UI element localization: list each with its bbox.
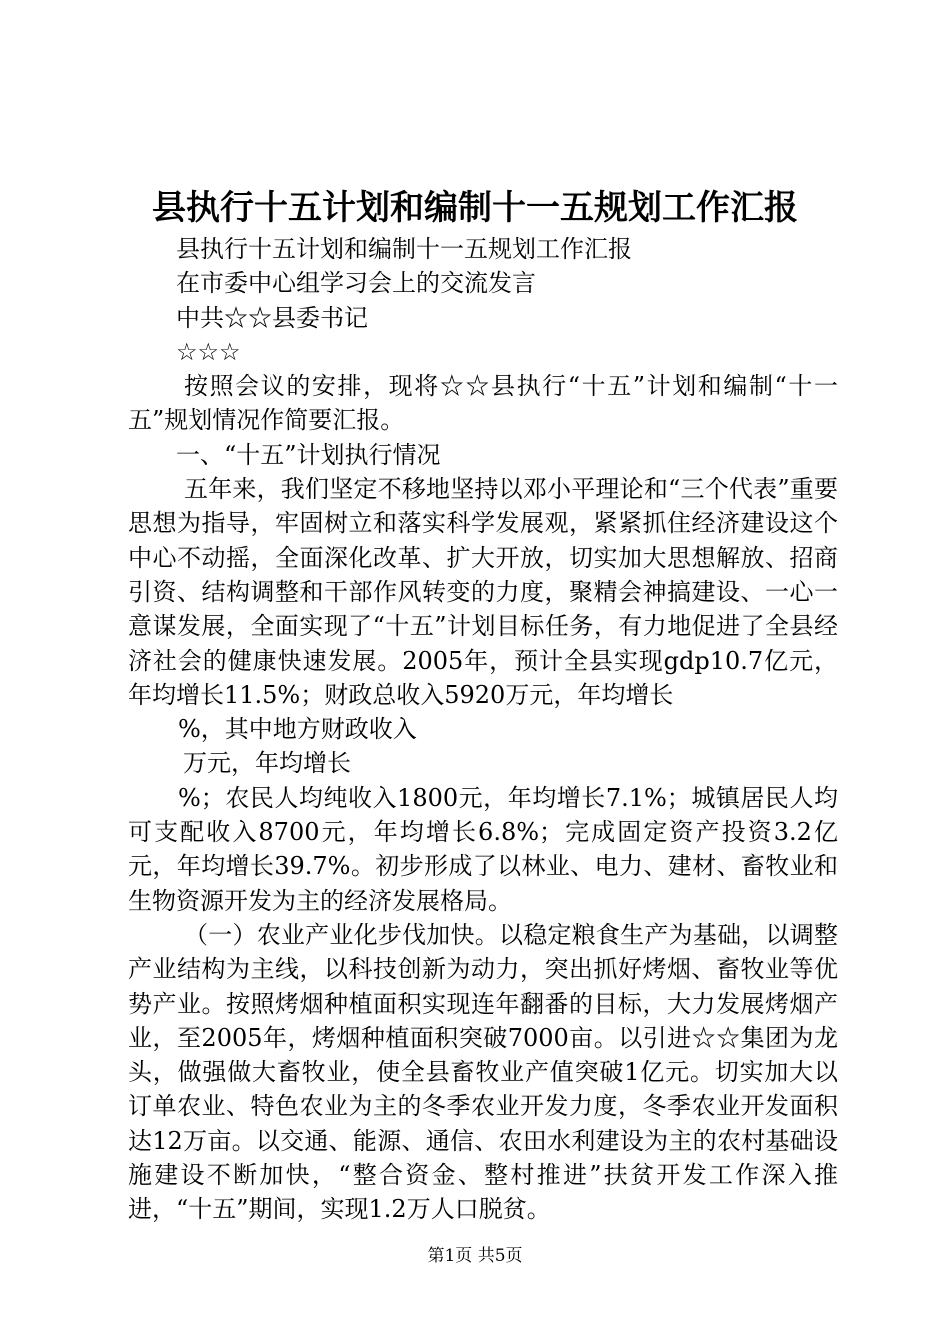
occasion-line: 在市委中心组学习会上的交流发言 [176,269,536,298]
intro-paragraph: 按照会议的安排，现将☆☆县执行“十五”计划和编制“十一五”规划情况作简要汇报。 [128,372,838,435]
fragment-line: %，其中地方财政收入 [178,715,417,744]
author-title-line: 中共☆☆县委书记 [176,303,368,332]
agriculture-paragraph: （一）农业产业化步伐加快。以稳定粮食生产为基础，以调整产业结构为主线，以科技创新为动力，突出抓好烤烟、畜牧业等优势产业。按照烤烟种植面积实现连年翻番的目标，大力发展烤烟产业，至2005年，烤烟种植面积突破7000亩。以引进☆☆集团为龙头，做强做大畜牧业，使全县畜牧业产值突破1亿元。切实加大以订单农业、特色农业为主的冬季农业开发力度，冬季农业开发面积达12万亩。以交通、能源、通信、农田水利建设为主的农村基础设施建设不断加快，“整合资金、整村推进”扶贫开发工作深入推进，“十五”期间，实现1.2万人口脱贫。 [128,920,838,1224]
fragment-line: 万元，年均增长 [183,749,351,778]
section-heading: 一、“十五”计划执行情况 [176,440,441,469]
page-number: 第1页 共5页 [427,1246,523,1266]
subtitle-line: 县执行十五计划和编制十一五规划工作汇报 [176,235,632,263]
summary-paragraph: 五年来，我们坚定不移地坚持以邓小平理论和“三个代表”重要思想为指导，牢固树立和落实科学发展观，紧紧抓住经济建设这个中心不动摇，全面深化改革、扩大开放，切实加大思想解放、招商引资、结构调整和干部作风转变的力度，聚精会神搞建设、一心一意谋发展，全面实现了“十五”计划目标任务，有力地促进了全县经济社会的健康快速发展。2005年，预计全县实现gdp10.7亿元，年均增长11.5%；财政总收入5920万元，年均增长 [128,475,838,709]
statistics-paragraph: %；农民人均纯收入1800元，年均增长7.1%；城镇居民人均可支配收入8700元，年均增长6.8%；完成固定资产投资3.2亿元，年均增长39.7%。初步形成了以林业、电力、建材、畜牧业和生物资源开发为主的经济发展格局。 [128,783,838,915]
author-name-line: ☆☆☆ [176,337,241,366]
document-body [128,232,838,1227]
document-title: 县执行十五计划和编制十一五规划工作汇报 [152,188,798,228]
